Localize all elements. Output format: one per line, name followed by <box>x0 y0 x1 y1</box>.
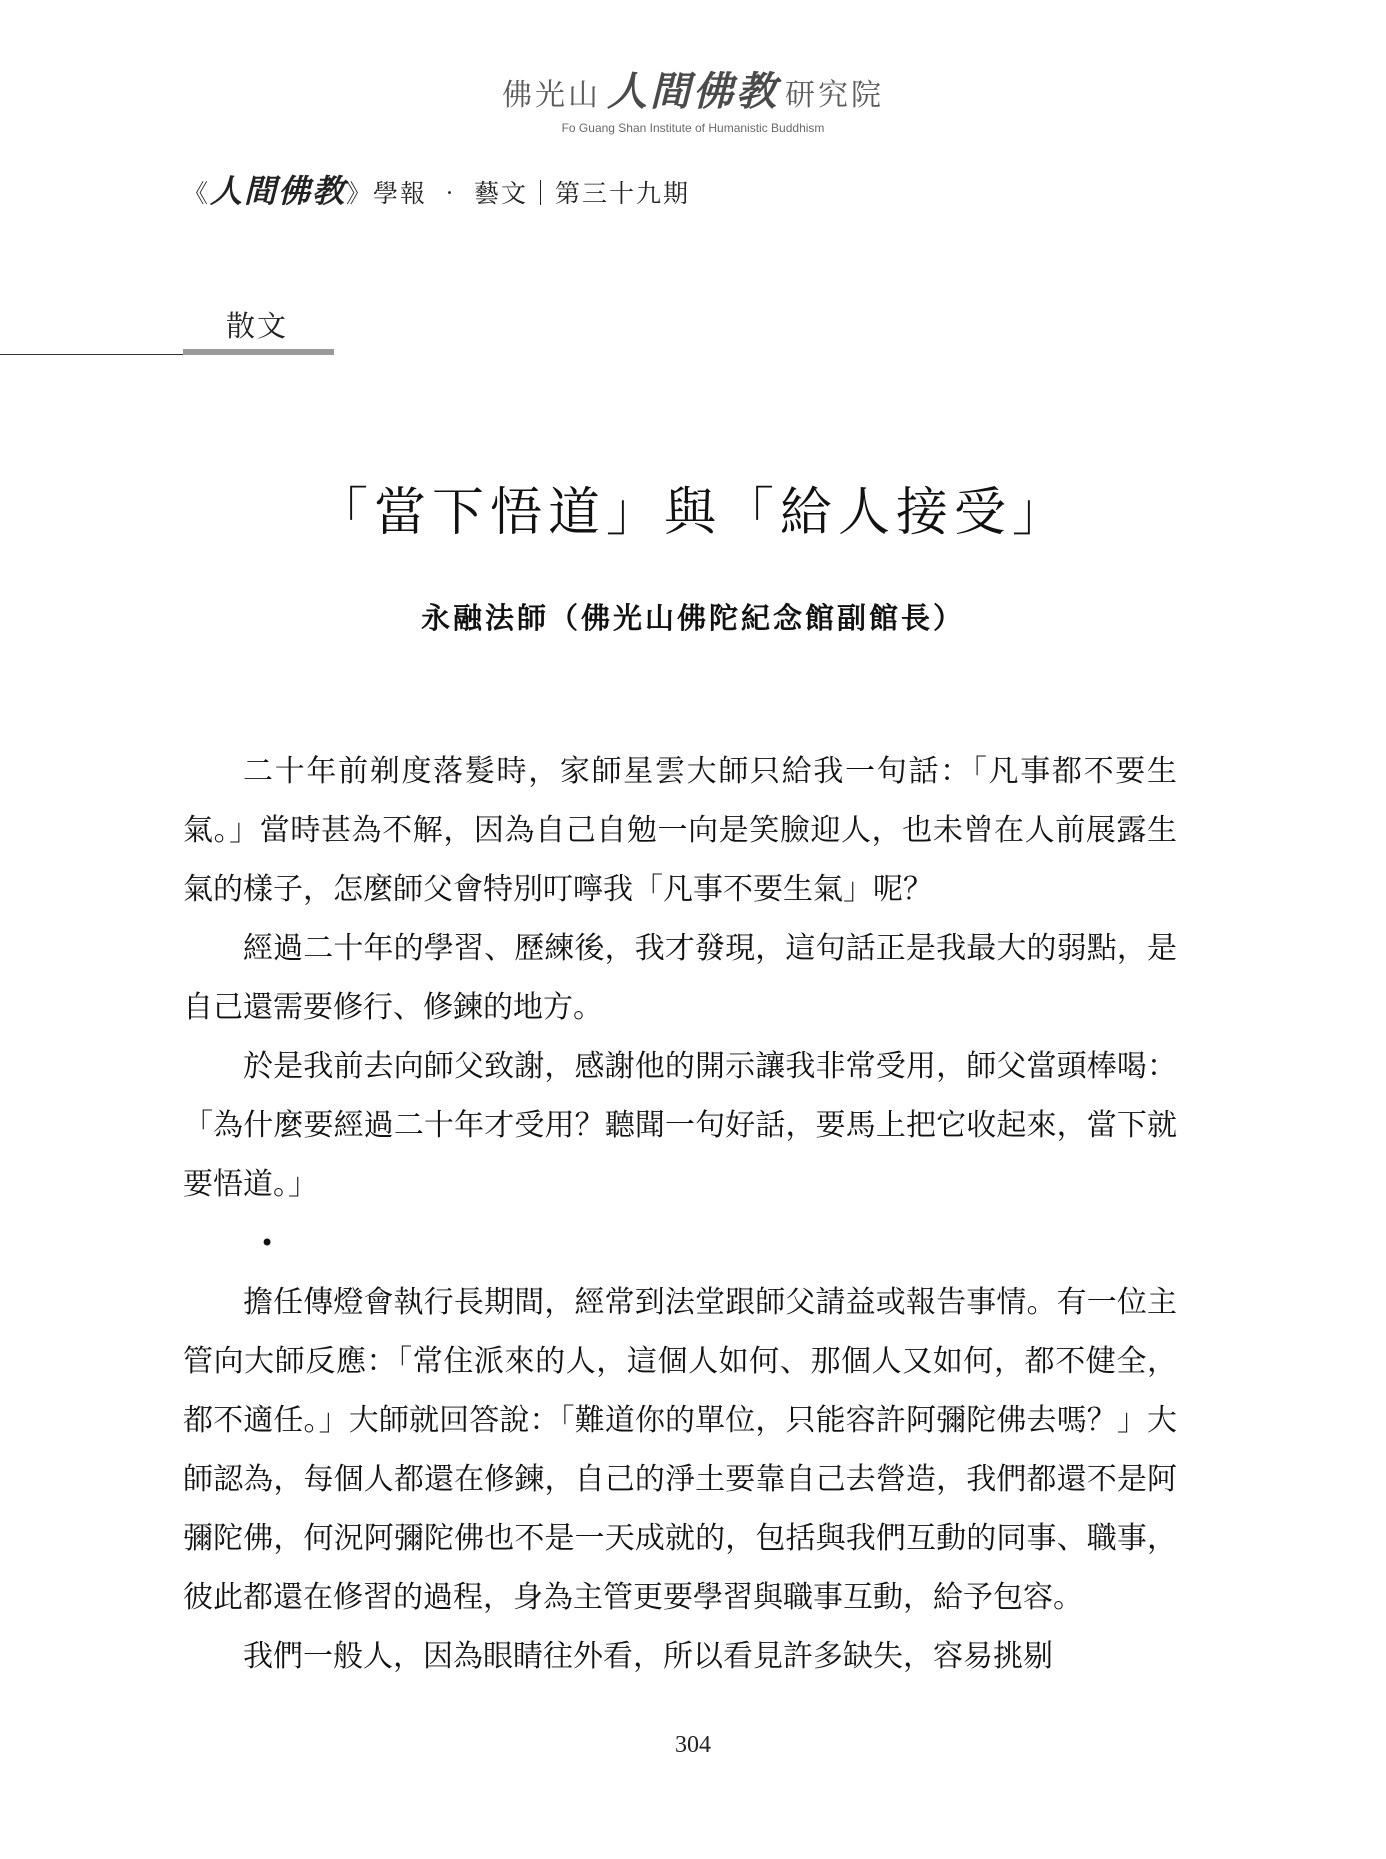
institute-name <box>0 60 1386 117</box>
article-title: 「當下悟道」與「給人接受」 <box>315 483 1070 543</box>
article-body <box>183 742 1177 1686</box>
section-label: 散文 <box>226 309 289 343</box>
page-number: 304 <box>675 1732 711 1758</box>
section-rule-thick <box>183 349 334 355</box>
paragraph: 擔任傳燈會執行長期間，經常到法堂跟師父請益或報告事情。有一位主管向大師反應：「常住派來的人，這個人如何、那個人又如何，都不健全，都不適任。」大師就回答說：「難道你的單位，只能容許阿彌陀佛去嗎？」大師認為，每個人都還在修鍊，自己的淨土要靠自己去營造，我們都還不是阿彌陀佛，何況阿彌陀佛也不是一天成就的，包括與我們互動的同事、職事，彼此都還在修習的過程，身為主管更要學習與職事互動，給予包容。 <box>183 1285 1177 1615</box>
journal-header <box>183 166 690 212</box>
journal-issue: 學報 ‧ 藝文｜第三十九期 <box>373 179 690 208</box>
paragraph: 於是我前去向師父致謝，感謝他的開示讓我非常受用，師父當頭棒喝：「為什麼要經過二十年才受用？聽聞一句好話，要馬上把它收起來，當下就要悟道。」 <box>183 1049 1177 1202</box>
paragraph: 我們一般人，因為眼睛往外看，所以看見許多缺失，容易挑剔 <box>243 1639 1053 1674</box>
institute-english-name: Fo Guang Shan Institute of Humanistic Buddhism <box>561 121 825 135</box>
masthead <box>0 60 1386 135</box>
article-author: 永融法師（佛光山佛陀紀念館副館長） <box>420 601 965 635</box>
journal-bracket-close: 》 <box>346 179 374 208</box>
institute-name-left: 佛光山 <box>502 78 601 113</box>
paragraph: 經過二十年的學習、歷練後，我才發現，這句話正是我最大的弱點，是自己還需要修行、修鍊的地方。 <box>183 931 1177 1025</box>
journal-bracket-open: 《 <box>183 179 211 208</box>
journal-brand: 人間佛教 <box>210 172 347 210</box>
institute-brand-logo: 人間佛教 <box>607 69 779 115</box>
section-separator: • <box>260 1229 275 1257</box>
paragraph: 二十年前剃度落髮時，家師星雲大師只給我一句話：「凡事都不要生氣。」當時甚為不解，因為自己自勉一向是笑臉迎人，也未曾在人前展露生氣的樣子，怎麼師父會特別叮嚀我「凡事不要生氣」呢？ <box>183 754 1177 907</box>
institute-name-right: 研究院 <box>785 78 884 113</box>
